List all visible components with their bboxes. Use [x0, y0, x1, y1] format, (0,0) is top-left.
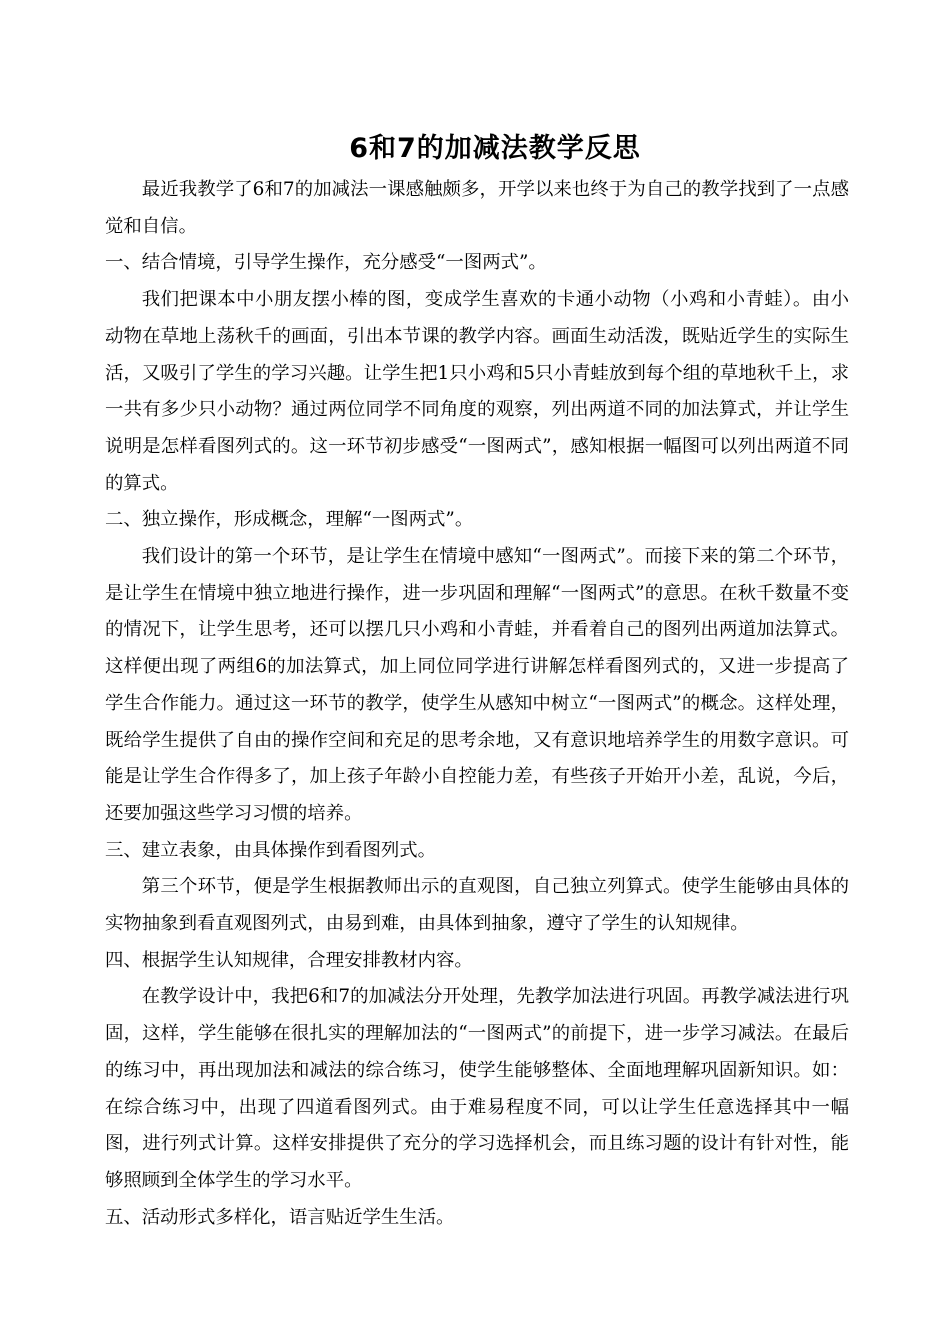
intro-paragraph: 最近我教学了6和7的加减法一课感触颇多，开学以来也终于为自己的教学找到了一点感觉和自信。 — [105, 179, 849, 237]
section-heading-3: 三、建立表象，由具体操作到看图列式。 — [105, 839, 437, 861]
section-heading-4: 四、根据学生认知规律，合理安排教材内容。 — [105, 949, 473, 971]
section-paragraph-3: 第三个环节，便是学生根据教师出示的直观图，自己独立列算式。使学生能够由具体的实物抽象到看直观图列式，由易到难，由具体到抽象，遵守了学生的认知规律。 — [105, 876, 849, 935]
section-heading-2: 二、独立操作，形成概念，理解“一图两式”。 — [105, 509, 474, 531]
document-body — [105, 172, 849, 1236]
document-title: 6和7的加减法教学反思 — [349, 133, 641, 164]
section-paragraph-1: 我们把课本中小朋友摆小棒的图，变成学生喜欢的卡通小动物（小鸡和小青蛙）。由小动物在草地上荡秋千的画面，引出本节课的教学内容。画面生动活泼，既贴近学生的实际生活，又吸引了学生的学习兴趣。让学生把1只小鸡和5只小青蛙放到每个组的草地秋千上，求一共有多少只小动物？通过两位同学不同角度的观察，列出两道不同的加法算式，并让学生说明是怎样看图列式的。这一环节初步感受“一图两式”，感知根据一幅图可以列出两道不同的算式。 — [105, 289, 849, 494]
section-heading-5: 五、活动形式多样化，语言贴近学生生活。 — [105, 1206, 455, 1228]
section-heading-1: 一、结合情境，引导学生操作，充分感受“一图两式”。 — [105, 252, 547, 274]
section-paragraph-2: 我们设计的第一个环节，是让学生在情境中感知“一图两式”。而接下来的第二个环节，是让学生在情境中独立地进行操作，进一步巩固和理解“一图两式”的意思。在秋千数量不变的情况下，让学生思考，还可以摆几只小鸡和小青蛙，并看着自己的图列出两道加法算式。这样便出现了两组6的加法算式，加上同位同学进行讲解怎样看图列式的，又进一步提高了学生合作能力。通过这一环节的教学，使学生从感知中树立“一图两式”的概念。这样处理，既给学生提供了自由的操作空间和充足的思考余地，又有意识地培养学生的用数字意识。可能是让学生合作得多了，加上孩子年龄小自控能力差，有些孩子开始开小差，乱说，今后，还要加强这些学习习惯的培养。 — [105, 546, 849, 824]
section-paragraph-4: 在教学设计中，我把6和7的加减法分开处理，先教学加法进行巩固。再教学减法进行巩固，这样，学生能够在很扎实的理解加法的“一图两式”的前提下，进一步学习减法。在最后的练习中，再出现加法和减法的综合练习，使学生能够整体、全面地理解巩固新知识。如：在综合练习中，出现了四道看图列式。由于难易程度不同，可以让学生任意选择其中一幅图，进行列式计算。这样安排提供了充分的学习选择机会，而且练习题的设计有针对性，能够照顾到全体学生的学习水平。 — [105, 986, 849, 1191]
